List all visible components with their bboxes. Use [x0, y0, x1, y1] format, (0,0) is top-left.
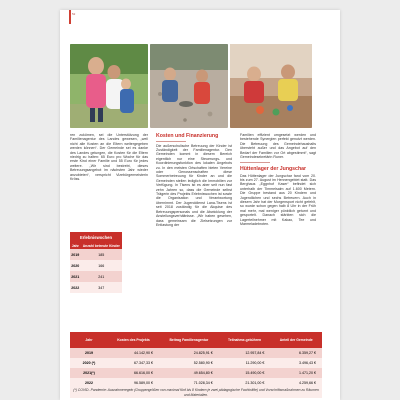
- cell-year: 2021: [70, 271, 81, 282]
- table-row: [70, 249, 122, 260]
- cell-children: 347: [81, 282, 122, 293]
- cell-year: 2019: [70, 249, 81, 260]
- column-header-year: Jahr: [71, 244, 79, 248]
- cell-family-agency: 49.654,80 €: [159, 368, 219, 378]
- table-row: [70, 260, 122, 271]
- table-row: [70, 271, 122, 282]
- cell-year: 2020: [70, 260, 81, 271]
- section-title-costs: Kosten und Finanzierung: [156, 133, 219, 139]
- cell-year: 2022: [70, 378, 108, 388]
- table-row: [70, 368, 322, 378]
- column-header-fees: Teilnahme-gebühren: [219, 332, 271, 348]
- column-header-municipality: Anteil der Gemeinde: [270, 332, 322, 348]
- cell-project-costs: 44.142,90 €: [108, 348, 159, 358]
- cell-children: 166: [81, 260, 122, 271]
- table-caption: Erlebniswochen: [70, 232, 122, 243]
- cell-municipality: 3.496,43 €: [270, 358, 322, 368]
- page-number: 52: [72, 12, 76, 16]
- column-header-family-agency: Beitrag Familienagentur: [159, 332, 219, 348]
- column-1: [70, 133, 148, 181]
- cell-children: 185: [81, 249, 122, 260]
- photo-children-gravel: [150, 44, 228, 128]
- cell-year: 2020 (*): [70, 358, 108, 368]
- page-edge-marker: [69, 10, 71, 24]
- cell-fees: 15.490,00 €: [219, 368, 271, 378]
- cell-project-costs: 66.616,00 €: [108, 368, 159, 378]
- column-3: [240, 133, 316, 226]
- cell-family-agency: 24.825,91 €: [159, 348, 219, 358]
- cell-municipality: 6.359,27 €: [270, 348, 322, 358]
- cell-children: 241: [81, 271, 122, 282]
- cell-fees: 11.290,00 €: [219, 358, 271, 368]
- photo-children-crafts: [230, 44, 312, 128]
- cell-year: 2019: [70, 348, 108, 358]
- cell-year: 2022: [70, 282, 81, 293]
- project-costs-table: [70, 332, 322, 388]
- column-2: [156, 133, 232, 227]
- table-row: [70, 282, 122, 293]
- cell-fees: 12.957,84 €: [219, 348, 271, 358]
- column-2-text: Die außerschulische Betreuung der Kinder ist Zuständigkeit der Familienagentur. Den Gemeinden kommt in diesem Bereich eigentlich nur eine Steuerungs- und Koordinierungsfunktion des lokalen Angebots zu. In den meisten Ortschaften bieten Vereine oder Genossenschaften diese Sommerbetreuung für Kinder an und die Gemeinden stellen lediglich die Immobilien zur Verfügung. In Tisens ist es aber seit nun fast zehn Jahren so, dass die Gemeinde selbst Trägerin des Projekts Erlebniswochen ist sowie die Organisation und Verantwortung übernimmt. Der Jugenddienst Lana-Tisens ist seit 2018 zuständig für die Akquise des Betreuungspersonals und die Abwicklung der Anstellungsverhältnisse. „Wir haben gesehen, dass gemeinsam die Zielsetzungen zur Entlastung der: [156, 143, 232, 227]
- cell-fees: 21.301,00 €: [219, 378, 271, 388]
- cell-municipality: 1.471,20 €: [270, 368, 322, 378]
- column-header-year: Jahr: [70, 332, 108, 348]
- cell-family-agency: 71.028,34 €: [159, 378, 219, 388]
- children-count-table: [70, 232, 122, 293]
- cell-project-costs: 96.589,00 €: [108, 378, 159, 388]
- column-1-text: ren zukömen, sei die Unterstützung der Familienagentur des Landes gewesen, „weil nicht alle Kosten an die Eltern weitergegeben werden können“. Der Gemeinde sei es danke des Landes gelungen, die Kosten für die Eltern niedrig zu halten: 65 Euro pro Woche für das erste Kind einer Familie und 55 Euro für jedes weitere. „Wir sind bestrebt, dieses Betreuungsangebot im nächsten Jahr wieder anzubieten“, verspricht Vizebürgermeisterin Kröss.: [70, 133, 148, 182]
- title-divider: [156, 141, 186, 142]
- column-3-text-camp: Das Hüttenlager der Jungschar fand vom 20. bis zum 27. August im Hennengebiet statt. Das Berghaus „Eggnhof Kaser“ befindet sich unterhalb der Timmelsalm auf 1.600 Metern. Die Gruppe bestand aus 20 Kindern und Jugendlichen und sechs Betreuern. Auch in diesem Jahr hat der Morgensport nicht gefehlt, so wurde schon gegen halb 8 Uhr in der Früh mal mehr, mal weniger pünktlich geturnt und gesportelt. Danach stärkten sich die Lagerteilnehmer mit Kakao, Tee und Marmeladebroten.: [240, 173, 316, 226]
- cell-family-agency: 52.580,90 €: [159, 358, 219, 368]
- title-divider: [240, 162, 270, 163]
- cell-year: 2021(*): [70, 368, 108, 378]
- column-header-children: Anzahl betreute Kinder: [81, 243, 122, 249]
- document-page: [60, 10, 340, 400]
- photo-children-outdoor: [70, 44, 148, 128]
- column-header-project-costs: Kosten des Projekts: [108, 332, 159, 348]
- table-row: [70, 348, 322, 358]
- section-title-camp: Hüttenlager der Jungschar: [240, 165, 307, 172]
- table-footnote: (*) COVID- Pandemie: Ausnahmeregeln (Gruppengrößen von maximal fünf bis 8 Kindern je zwei pädagogische Fachkräfte) und Vorschriftsmaßnahmen zu Räumen und Materialien.: [70, 387, 322, 398]
- table-row: [70, 358, 322, 368]
- cell-municipality: 4.259,66 €: [270, 378, 322, 388]
- column-3-text-intro: Familien effizient umgesetzt werden und bestehende Synergien perfekt genutzt werden. Die Betreuung des Gemeindehaushalts übersteht außer und das Angebot auf den Bedarf der Familien vor Ort abgestimmt“, sagt Gemeindesekretärin Runer.: [240, 133, 316, 160]
- cell-project-costs: 67.347,33 €: [108, 358, 159, 368]
